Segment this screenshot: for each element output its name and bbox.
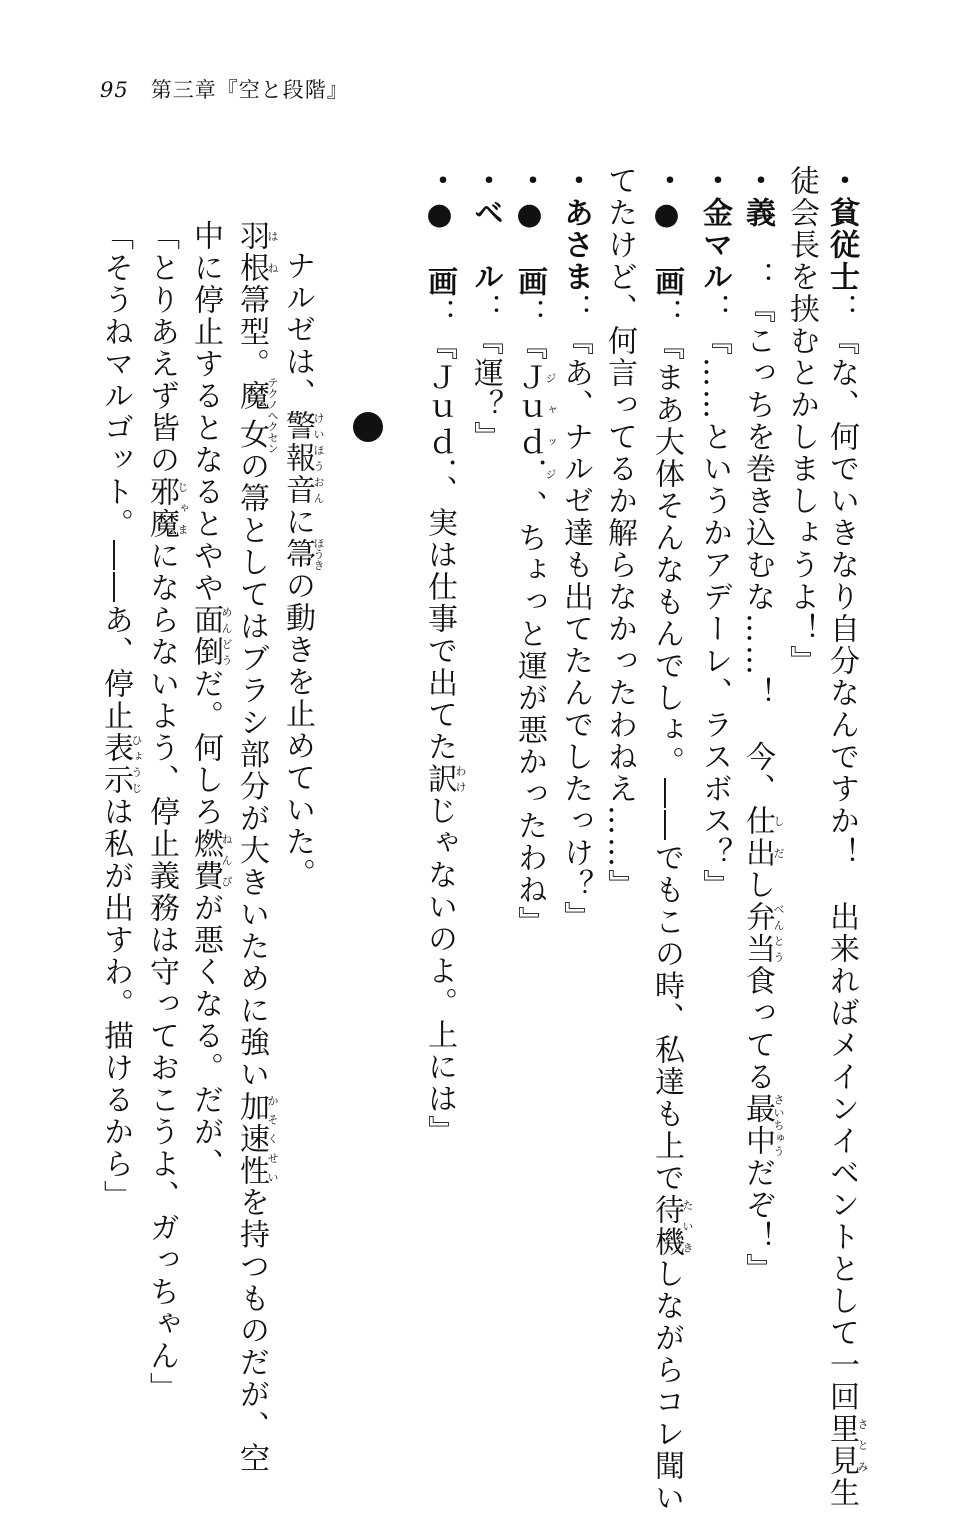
text-column-4 [697,165,732,901]
text-column-13 [190,220,233,1180]
furigana: ひょうじ [130,732,143,796]
text-run: を持つものだが、空 [234,1186,269,1475]
text-run: 『 [512,330,547,362]
furigana: たいき [681,1194,694,1258]
furigana: めんどう [220,604,233,668]
furigana: はね [266,220,279,284]
text-run: しながらコレ聞い [649,1258,684,1514]
speaker-separator: ： [824,293,859,325]
furigana: じゃま [176,476,189,540]
ruby-word: 待機たいき [649,1194,694,1258]
speaker-separator: ： [422,298,457,330]
scene-break-dot [353,412,383,442]
speaker-label: ・● 画 [649,165,684,298]
furigana: べんとう [772,901,785,965]
text-run: だぞ！』 [740,1157,775,1285]
ruby-word: 面倒めんどう [188,604,233,668]
furigana: さとみ [856,1413,869,1477]
speaker-label: ・● 画 [512,165,547,298]
speaker-label: ・金マル [697,165,732,293]
ruby-word: 訳わけ [422,763,467,795]
ruby-word: 警報音けいほうおん [280,410,325,506]
text-run: 生 [824,1477,859,1509]
speaker-separator: ： [558,293,593,325]
speaker-separator: ： [740,229,775,293]
text-run: の動きを止めていた。 [280,570,315,890]
speaker-label: ・ベ ル [468,165,503,293]
running-header [100,74,349,104]
text-column-8 [514,165,557,938]
text-run: 『こっちを巻き込むな……！ 今、 [740,293,775,805]
furigana: テクノヘクセン [266,376,279,454]
ruby-word: 魔女テクノヘクセン [234,376,279,454]
text-run: に [280,506,315,538]
text-column-11 [282,250,325,890]
text-run: 『まあ大体そんなもんでしょ。――でもこの時、私達も上で [649,330,684,1194]
ruby-word: 邪魔じゃま [144,476,189,540]
text-run: 中に停止するとなるとやや [188,220,223,604]
page-number: 95 [100,78,129,102]
furigana: ほうき [312,537,325,571]
furigana: さいちゅう [772,1093,785,1157]
text-run: てたけど、何言ってるか解らなかったわねえ……』 [602,165,637,901]
ruby-word: 燃費ねんぴ [188,828,233,892]
speaker-separator: ： [512,298,547,330]
furigana: ジャッジ [544,362,557,490]
text-run: 、ちょっと運が悪かったわね』 [512,490,547,938]
text-run: の箒としてはブラシ部分が大きいために強い [234,450,269,1091]
speaker-separator: ： [697,293,732,325]
ruby-word: 弁当べんとう [740,901,785,965]
text-column-7 [558,165,593,933]
text-column-2 [784,165,819,677]
furigana: わけ [454,763,467,795]
text-run: し [740,869,775,901]
text-run: 箒型。 [234,284,269,380]
text-run: は私が出すわ。描けるから」 [98,796,133,1212]
text-run: 『Ｊｕｄ．、実は仕事で出てた [422,330,457,763]
speaker-separator: ： [468,293,503,325]
text-run: 徒会長を挟むとかしましょうよ！』 [784,165,819,677]
text-column-6 [602,165,637,901]
text-run: にならないよう、停止義務は守っておこうよ、ガっちゃん」 [144,540,179,1404]
ruby-word: 加速性かそくせい [234,1090,279,1187]
text-run: だ。何しろ [188,668,223,828]
text-column-12 [236,220,279,1475]
ruby-word: 箒ほうき [280,537,325,571]
text-run: 食ってる [740,965,775,1093]
furigana: しだ [772,805,785,869]
text-run: 「とりあえず皆の [144,220,179,476]
furigana: かそくせい [266,1090,279,1187]
speaker-separator: ： [649,298,684,330]
ruby-word: 最中さいちゅう [740,1093,785,1157]
text-run: 『な、何でいきなり自分なんですか！ 出来ればメインイベントとして一回 [824,325,859,1413]
ruby-word: 表示ひょうじ [98,732,143,796]
text-run: ナルゼは、 [280,250,315,410]
chapter-title: 第三章『空と段階』 [150,78,349,102]
speaker-label: ・● 画 [422,165,457,298]
text-column-1 [826,165,869,1509]
text-column-10 [424,165,467,1147]
text-run: じゃないのよ。上には』 [422,795,457,1147]
text-column-3 [742,165,785,1285]
ruby-word: 羽根はね [234,220,279,284]
text-run: が悪くなる。だが、 [188,892,223,1180]
furigana: けいほうおん [312,410,325,506]
ruby-word: 里見さとみ [824,1413,869,1477]
text-column-15 [100,220,143,1212]
speaker-label: ・貧従士 [824,165,859,293]
speaker-label: ・義 [740,165,775,229]
text-run: 「そうねマルゴット。――あ、停止 [98,220,133,732]
text-column-9 [468,165,503,453]
speaker-label: ・あさま [558,165,593,293]
ruby-word: 仕出しだ [740,805,785,869]
text-column-14 [146,220,189,1404]
text-column-5 [651,165,694,1514]
ruby-word: Ｊｕｄ．ジャッジ [512,362,557,490]
furigana: ねんぴ [220,828,233,892]
text-run: 『運？』 [468,325,503,453]
text-run: 『あ、ナルゼ達も出てたんでしたっけ？』 [558,325,593,933]
text-run: 『……というかアデーレ、ラスボス？』 [697,325,732,901]
